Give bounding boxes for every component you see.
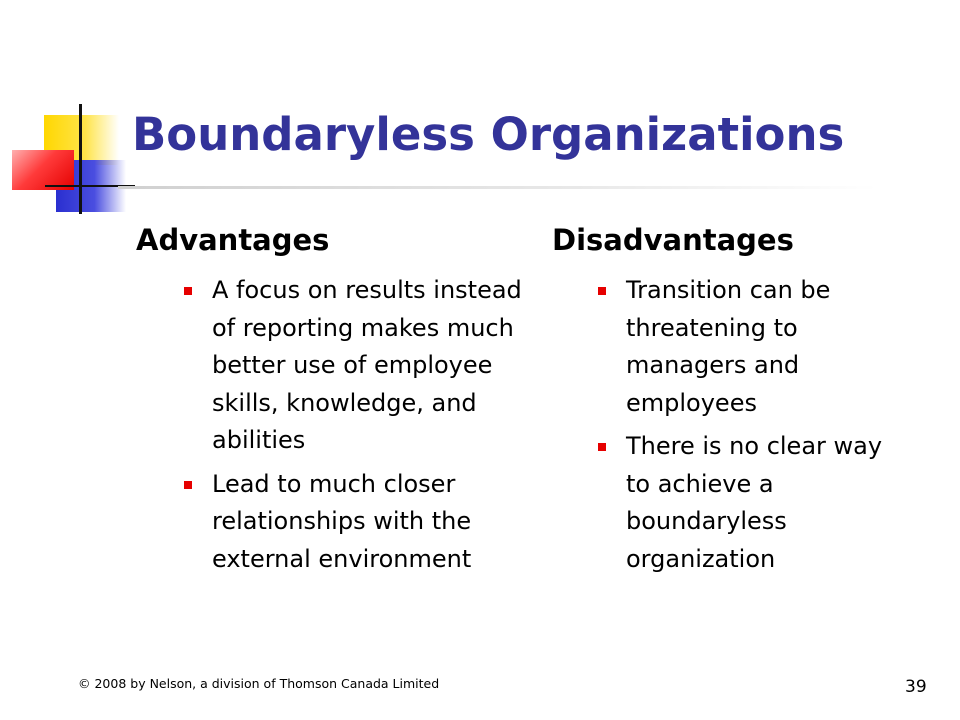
disadvantage-item — [598, 272, 898, 422]
advantage-text: A focus on results instead of reporting makes much better use of employee skills, knowledge, and abilities — [212, 276, 522, 454]
decorative-logo-icon — [0, 0, 150, 230]
disadvantages-heading: Disadvantages — [552, 223, 794, 257]
slide-title: Boundaryless Organizations — [132, 108, 845, 161]
square-bullet-icon — [598, 443, 606, 451]
logo-red-square — [12, 150, 74, 190]
square-bullet-icon — [184, 481, 192, 489]
advantages-heading: Advantages — [136, 223, 330, 257]
title-divider — [118, 186, 878, 189]
disadvantages-list — [598, 272, 898, 584]
advantage-text: Lead to much closer relationships with the external environment — [212, 469, 472, 573]
advantages-list — [184, 272, 524, 584]
square-bullet-icon — [184, 287, 192, 295]
copyright-footer: © 2008 by Nelson, a division of Thomson Canada Limited — [78, 676, 440, 691]
disadvantage-text: Transition can be threatening to managers and employees — [626, 276, 831, 417]
square-bullet-icon — [598, 287, 606, 295]
disadvantage-text: There is no clear way to achieve a boundaryless organization — [626, 432, 883, 573]
advantage-item — [184, 272, 524, 460]
logo-vertical-line — [79, 104, 82, 214]
page-number: 39 — [905, 677, 927, 697]
disadvantage-item — [598, 428, 898, 578]
advantage-item — [184, 466, 524, 579]
